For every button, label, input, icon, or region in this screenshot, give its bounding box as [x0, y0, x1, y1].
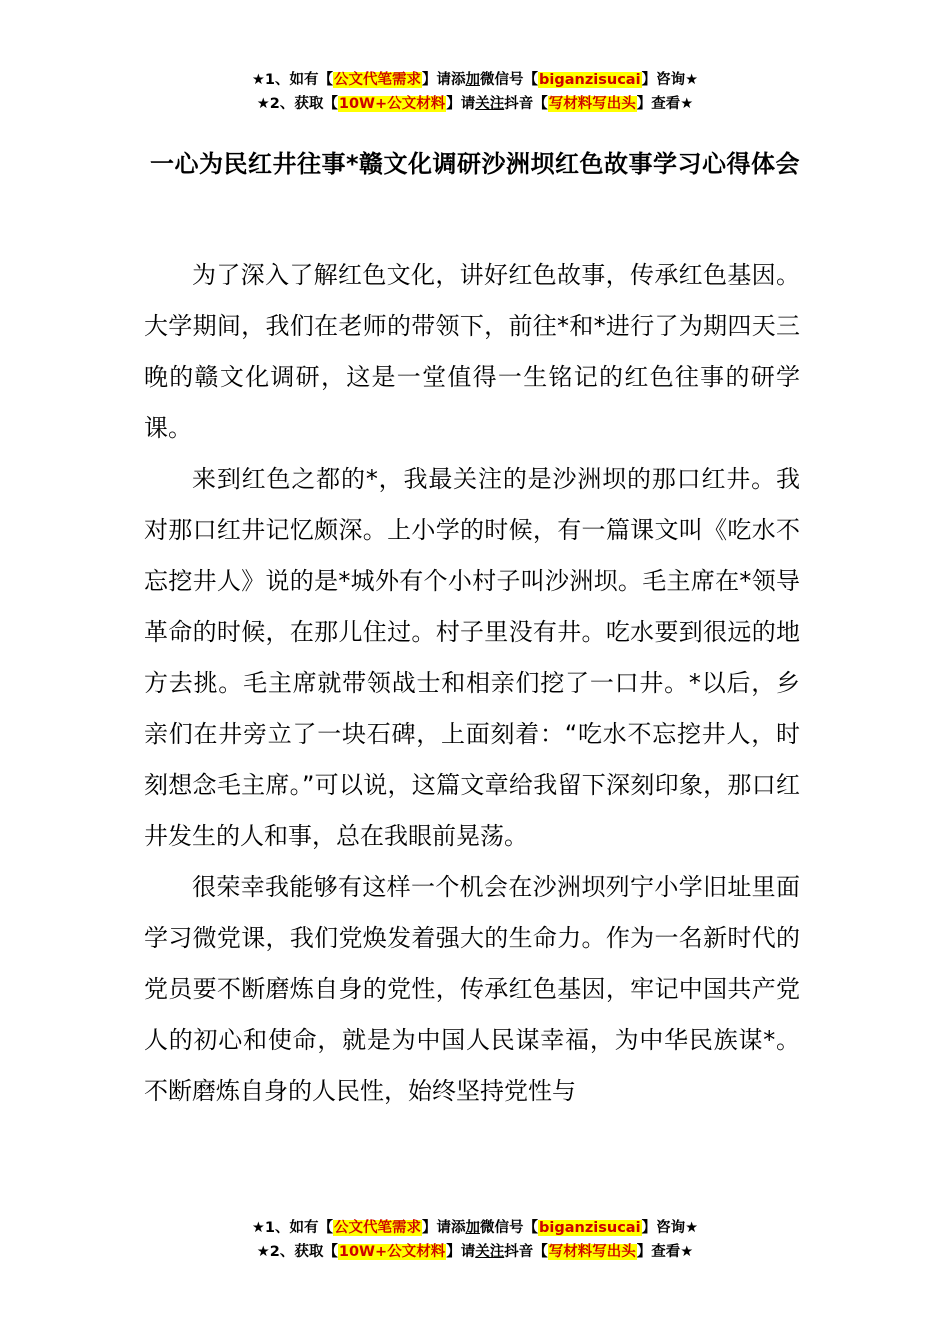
footer-line-2-mid: 】请 [446, 1244, 476, 1260]
footer-line-1-prefix: ★1、如有【 [251, 1220, 334, 1236]
banner-line-1-mid2: 微信号【 [480, 72, 539, 88]
paragraph-3: 很荣幸我能够有这样一个机会在沙洲坝列宁小学旧址里面学习微党课，我们党焕发着强大的生命力。作为一名新时代的党员要不断磨炼自身的党性，传承红色基因，牢记中国共产党人的初心和使命，就是为中国人民谋幸福，为中华民族谋*。不断磨炼自身的人民性，始终坚持党性与 [144, 873, 800, 1105]
wechat-id-highlight: biganzisucai [539, 72, 641, 88]
materials-highlight: 10W+公文材料 [338, 96, 446, 112]
header-banner [0, 68, 950, 116]
footer-line-2-prefix: ★2、获取【 [256, 1244, 338, 1260]
footer-line-2-mid2: 抖音【 [504, 1244, 548, 1260]
banner-line-1-mid: 】请添 [422, 72, 466, 88]
paragraph-2: 来到红色之都的*，我最关注的是沙洲坝的那口红井。我对那口红井记忆颇深。上小学的时候，有一篇课文叫《吃水不忘挖井人》说的是*城外有个小村子叫沙洲坝。毛主席在*领导革命的时候，在那儿住过。村子里没有井。吃水要到很远的地方去挑。毛主席就带领战士和相亲们挖了一口井。*以后，乡亲们在井旁立了一块石碑，上面刻着：“吃水不忘挖井人，时刻想念毛主席。”可以说，这篇文章给我留下深刻印象，那口红井发生的人和事，总在我眼前晃荡。 [144, 465, 800, 850]
footer-line-1 [0, 1216, 950, 1240]
banner-line-1-prefix: ★1、如有【 [251, 72, 334, 88]
banner-line-2-mid2: 抖音【 [504, 96, 548, 112]
paragraph-1: 为了深入了解红色文化，讲好红色故事，传承红色基因。大学期间，我们在老师的带领下，前往*和*进行了为期四天三晚的赣文化调研，这是一堂值得一生铭记的红色往事的研学课。 [144, 261, 800, 442]
banner-line-1-suffix: 】咨询★ [641, 72, 699, 88]
footer-line-1-mid: 】请添 [422, 1220, 466, 1236]
banner-line-2-prefix: ★2、获取【 [256, 96, 338, 112]
footer-materials-highlight: 10W+公文材料 [338, 1244, 446, 1260]
footer-douyin-id-highlight: 写材料写出头 [548, 1244, 636, 1260]
banner-line-2-mid: 】请 [446, 96, 476, 112]
douyin-id-highlight: 写材料写出头 [548, 96, 636, 112]
footer-line-1-suffix: 】咨询★ [641, 1220, 699, 1236]
footer-line-2-suffix: 】查看★ [636, 1244, 694, 1260]
banner-line-1 [0, 68, 950, 92]
footer-line-1-mid2: 微信号【 [480, 1220, 539, 1236]
document-body [144, 250, 800, 1117]
footer-wechat-id-highlight: biganzisucai [539, 1220, 641, 1236]
banner-line-2-underlined: 关注 [475, 96, 505, 112]
service-highlight: 公文代笔需求 [334, 72, 422, 88]
footer-banner [0, 1216, 950, 1264]
footer-line-2 [0, 1240, 950, 1264]
banner-line-1-underlined: 加 [465, 72, 481, 88]
footer-line-2-underlined: 关注 [475, 1244, 505, 1260]
footer-line-1-underlined: 加 [465, 1220, 481, 1236]
banner-line-2 [0, 92, 950, 116]
document-title: 一心为民红井往事*赣文化调研沙洲坝红色故事学习心得体会 [149, 150, 801, 178]
banner-line-2-suffix: 】查看★ [636, 96, 694, 112]
footer-service-highlight: 公文代笔需求 [334, 1220, 422, 1236]
